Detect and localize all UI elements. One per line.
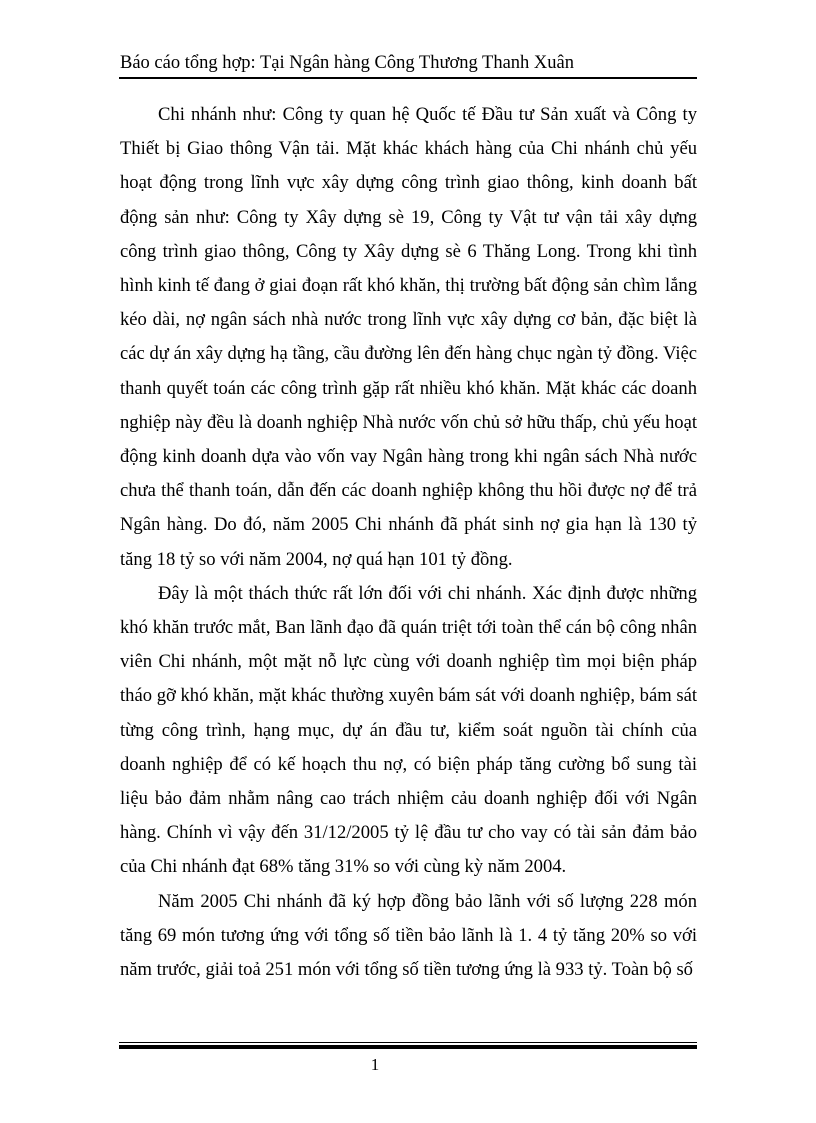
header-divider (119, 77, 697, 79)
paragraph: Năm 2005 Chi nhánh đã ký hợp đồng bảo lãnh với số lượng 228 món tăng 69 món tương ứng với tổng số tiền bảo lãnh là 1. 4 tỷ tăng 20% so với năm trước, giải toả 251 món với tổng số tiền tương ứng là 933 tỷ. Toàn bộ số (120, 890, 697, 981)
running-header: Báo cáo tổng hợp: Tại Ngân hàng Công Thương Thanh Xuân (120, 53, 574, 73)
page-number: 1 (370, 1055, 380, 1074)
paragraph: Chi nhánh như: Công ty quan hệ Quốc tế Đầu tư Sản xuất và Công ty Thiết bị Giao thông Vận tải. Mặt khác khách hàng của Chi nhánh chủ yếu hoạt động trong lĩnh vực xây dựng công trình giao thông, kinh doanh bất động sản như: Công ty Xây dựng sè 19, Công ty Vật tư vận tải xây dựng công trình giao thông, Công ty Xây dựng sè 6 Thăng Long. Trong khi tình hình kinh tế đang ở giai đoạn rất khó khăn, thị trường bất động sản chìm lắng kéo dài, nợ ngân sách nhà nước trong lĩnh vực xây dựng cơ bản, đặc biệt là các dự án xây dựng hạ tầng, cầu đường lên đến hàng chục ngàn tỷ đồng. Việc thanh quyết toán các công trình gặp rất nhiều khó khăn. Mặt khác các doanh nghiệp này đều là doanh nghiệp Nhà nước vốn chủ sở hữu thấp, chủ yếu hoạt động kinh doanh dựa vào vốn vay Ngân hàng trong khi ngân sách Nhà nước chưa thể thanh toán, dẫn đến các doanh nghiệp không thu hồi được nợ để trả Ngân hàng. Do đó, năm 2005 Chi nhánh đã phát sinh nợ gia hạn là 130 tỷ tăng 18 tỷ so với năm 2004, nợ quá hạn 101 tỷ đồng. (120, 104, 697, 570)
footer-divider-thin (119, 1042, 697, 1043)
footer-divider-thick (119, 1045, 697, 1049)
body-text (120, 98, 697, 987)
paragraph: Đây là một thách thức rất lớn đối với chi nhánh. Xác định được những khó khăn trước mắt, Ban lãnh đạo đã quán triệt tới toàn thể cán bộ công nhân viên Chi nhánh, một mặt nỗ lực cùng với doanh nghiệp tìm mọi biện pháp tháo gỡ khó khăn, mặt khác thường xuyên bám sát với doanh nghiệp, bám sát từng công trình, hạng mục, dự án đầu tư, kiểm soát nguồn tài chính của doanh nghiệp để có kế hoạch thu nợ, có biện pháp tăng cường bổ sung tài liệu bảo đảm nhằm nâng cao trách nhiệm cảu doanh nghiệp đối với Ngân hàng. Chính vì vậy đến 31/12/2005 tỷ lệ đầu tư cho vay có tài sản đảm bảo của Chi nhánh đạt 68% tăng 31% so với cùng kỳ năm 2004. (120, 582, 697, 878)
